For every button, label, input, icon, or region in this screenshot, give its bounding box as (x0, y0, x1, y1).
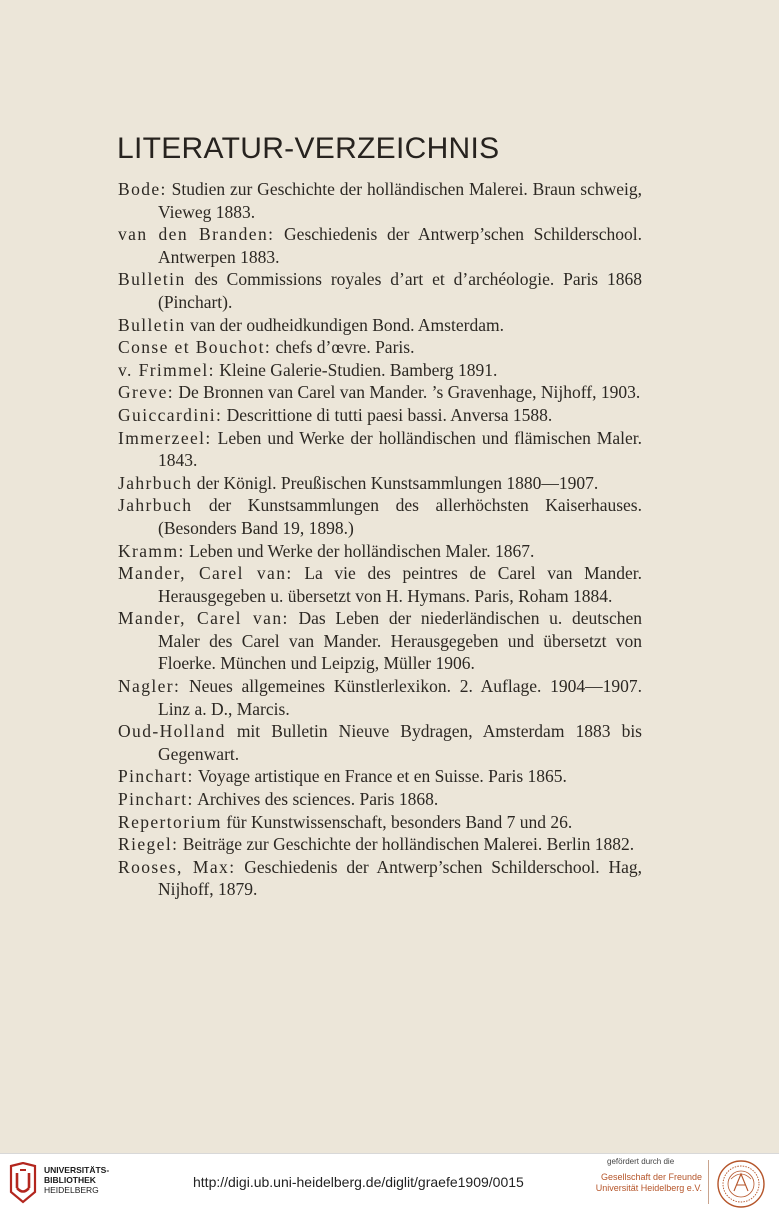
entry-author: Bulletin (118, 314, 186, 335)
entry-author: Mander, Carel van: (118, 563, 293, 584)
entry-author: Pinchart: (118, 766, 194, 787)
bibliography-entry (118, 178, 642, 223)
library-name-line-3: HEIDELBERG (44, 1185, 99, 1195)
entry-author: Greve: (118, 382, 175, 403)
entry-text: van der oudheidkundigen Bond. Amsterdam. (185, 314, 504, 335)
bibliography-entry (118, 359, 642, 382)
bibliography-entry (118, 562, 642, 607)
entry-author: Guiccardini: (118, 404, 223, 425)
entry-text: Descrittione di tutti paesi bassi. Anversa 1588. (222, 404, 553, 425)
entry-text: Geschiedenis der Antwerp’schen Schilderschool. Antwerpen 1883. (158, 224, 642, 267)
page-title: LITERATUR-VERZEICHNIS (117, 132, 500, 165)
library-name-line-1: UNIVERSITÄTS- (44, 1165, 110, 1175)
entry-text: chefs d’œvre. Paris. (271, 337, 415, 358)
bibliography-entry (118, 268, 642, 313)
entry-text: Archives des sciences. Paris 1868. (193, 789, 439, 810)
entry-text: La vie des peintres de Carel van Mander. Herausgegeben u. übersetzt von H. Hymans. Paris, Roham 1884. (158, 563, 643, 606)
bibliography-entry (118, 675, 642, 720)
entry-text: der Königl. Preußischen Kunstsammlungen 1880—1907. (192, 472, 599, 493)
footer-divider (708, 1160, 709, 1204)
entry-author: Nagler: (118, 676, 181, 697)
bibliography-entry (118, 314, 642, 337)
bibliography-entry (118, 427, 642, 472)
bibliography-entry (118, 494, 642, 539)
sponsor-label: gefördert durch die (607, 1157, 675, 1166)
sponsor-name-line-1: Gesellschaft der Freunde (600, 1172, 702, 1182)
bibliography-list (118, 178, 642, 901)
entry-text: Voyage artistique en France et en Suisse. Paris 1865. (193, 766, 567, 787)
sponsor-name-line-2: Universität Heidelberg e.V. (595, 1183, 702, 1193)
bibliography-entry (118, 833, 642, 856)
entry-text: Das Leben der niederländischen u. deutschen Maler des Carel van Mander. Herausgegeben und übersetzt von Floerke. München und Leipzig, Müller 1906. (158, 608, 642, 674)
entry-author: Immerzeel: (118, 427, 212, 448)
entry-author: Jahrbuch (118, 495, 193, 516)
bibliography-entry (118, 381, 642, 404)
entry-author: Oud-Holland (118, 721, 226, 742)
entry-author: Riegel: (118, 834, 179, 855)
entry-text: der Kunstsammlungen des allerhöchsten Kaiserhauses. (Besonders Band 19, 1898.) (158, 495, 642, 538)
entry-author: Pinchart: (118, 789, 194, 810)
entry-text: Beiträge zur Geschichte der holländischen Malerei. Berlin 1882. (178, 834, 635, 855)
entry-text: De Bronnen van Carel van Mander. ’s Gravenhage, Nijhoff, 1903. (174, 382, 641, 403)
bibliography-entry (118, 472, 642, 495)
bibliography-entry (118, 811, 642, 834)
entry-author: Rooses, Max: (118, 856, 236, 877)
viewer-footer (0, 1153, 779, 1211)
entry-author: Jahrbuch (118, 472, 193, 493)
bibliography-entry (118, 404, 642, 427)
bibliography-entry (118, 540, 642, 563)
entry-text: Geschiedenis der Antwerp’schen Schilderschool. Hag, Nijhoff, 1879. (158, 856, 642, 900)
bibliography-entry (118, 788, 642, 811)
entry-author: Bode: (118, 179, 167, 199)
entry-author: van den Branden: (118, 224, 275, 245)
entry-author: Repertorium (118, 811, 222, 832)
university-seal-icon[interactable] (716, 1159, 766, 1209)
entry-author: Mander, Carel van: (118, 608, 289, 629)
bibliography-entry (118, 336, 642, 359)
entry-text: Leben und Werke der holländischen Maler. 1867. (184, 540, 535, 561)
entry-text: Kleine Galerie-Studien. Bamberg 1891. (214, 359, 498, 380)
entry-text: für Kunstwissenschaft, besonders Band 7 und 26. (221, 811, 573, 832)
bibliography-entry (118, 720, 642, 765)
entry-author: v. Frimmel: (118, 359, 215, 380)
entry-text: Studien zur Geschichte der holländischen Malerei. Braun schweig, Vieweg 1883. (158, 179, 642, 222)
entry-author: Conse et Bouchot: (118, 337, 272, 358)
bibliography-entry (118, 765, 642, 788)
permalink-url[interactable]: http://digi.ub.uni-heidelberg.de/diglit/graefe1909/0015 (193, 1174, 524, 1190)
library-name[interactable] (44, 1165, 109, 1195)
entry-author: Bulletin (118, 269, 186, 290)
library-name-line-2: BIBLIOTHEK (44, 1175, 96, 1185)
university-library-logo-icon (8, 1162, 38, 1204)
bibliography-entry (118, 856, 642, 901)
entry-text: Leben und Werke der holländischen und flämischen Maler. 1843. (158, 427, 642, 471)
entry-text: des Commissions royales d’art et d’archéologie. Paris 1868 (Pinchart). (158, 269, 642, 312)
sponsor-name[interactable] (595, 1172, 702, 1194)
bibliography-entry (118, 607, 642, 675)
entry-text: mit Bulletin Nieuve Bydragen, Amsterdam 1883 bis Gegenwart. (158, 721, 642, 764)
entry-author: Kramm: (118, 540, 185, 561)
bibliography-entry (118, 223, 642, 268)
entry-text: Neues allgemeines Künstlerlexikon. 2. Auflage. 1904—1907. Linz a. D., Marcis. (158, 676, 642, 719)
